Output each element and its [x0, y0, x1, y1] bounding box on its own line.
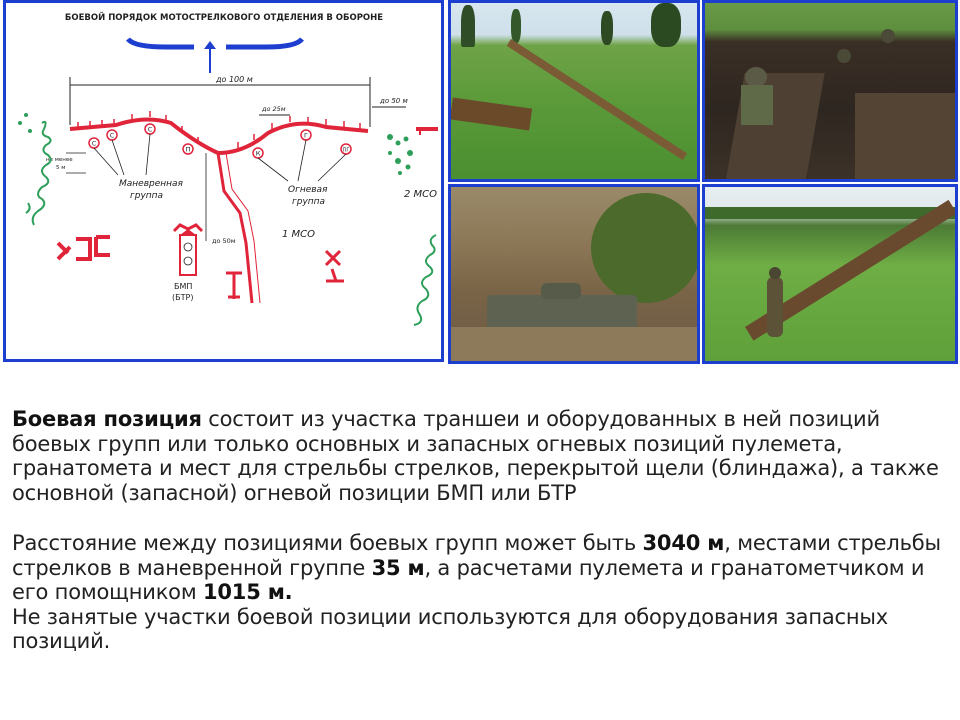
vegetation-right [414, 235, 436, 325]
mso1-label: 1 МСО [282, 229, 316, 240]
bmp-symbol [174, 225, 202, 275]
svg-text:ПГ: ПГ [342, 147, 350, 154]
body-text [12, 407, 948, 654]
bmp-label: БМП [174, 282, 193, 291]
bmp-in-position-photo [448, 184, 700, 364]
distance-25-label: до 25м [262, 105, 286, 113]
value-1015: 1015 м. [202, 580, 293, 604]
soldier-in-trench-field-photo [702, 184, 958, 364]
term-battle-position: Боевая позиция [12, 407, 202, 431]
distance-50-mid-label: до 50м [212, 237, 236, 245]
fire-group-label-2: группа [292, 197, 326, 207]
svg-text:П: П [185, 145, 191, 154]
diagram-svg [6, 3, 441, 359]
five-m-label: 5 м [56, 165, 66, 171]
vegetation-left [26, 122, 51, 225]
value-35: 35 м [371, 555, 425, 580]
diagram-title: БОЕВОЙ ПОРЯДОК МОТОСТРЕЛКОВОГО ОТДЕЛЕНИЯ В ОБОРОНЕ [64, 13, 384, 23]
paragraph-1: Боевая позиция состоит из участка траншеи и оборудованных в ней позиций боевых групп или только основных и запасных огневых позиций пулемета, гранатомета и мест для стрельбы стрелков, перекрытой щели (блиндажа), а также основной (запасной) огневой позиции БМП или БТР [12, 407, 939, 505]
enemy-front-line [128, 39, 302, 47]
value-3040: 3040 м [642, 531, 725, 555]
svg-text:Г: Г [304, 131, 308, 140]
svg-text:К: К [255, 149, 261, 158]
maneuver-group-label-2: группа [130, 191, 164, 201]
trench-hatching [78, 111, 360, 148]
mso2-label: 2 МСО [404, 189, 438, 200]
defense-order-diagram [3, 0, 444, 362]
fire-group-label: Огневая [288, 185, 328, 195]
obstacle-symbol [58, 237, 110, 259]
trench-field-photo [448, 0, 700, 182]
paragraph-3: Не занятые участки боевой позиции используются для оборудования запасных позиций. [12, 604, 889, 653]
not-less-label: не менее [46, 157, 73, 163]
distance-50-top-label: до 50 м [380, 97, 408, 105]
fire-position-markers [226, 251, 344, 299]
soldiers-in-trench-photo [702, 0, 958, 182]
svg-text:С: С [91, 139, 97, 148]
svg-text:С: С [147, 125, 153, 134]
svg-text:С: С [109, 131, 115, 140]
btr-label: (БТР) [172, 293, 194, 302]
maneuver-group-label: Маневренная [119, 179, 183, 189]
distance-100-label: до 100 м [216, 75, 253, 84]
paragraph-2: Расстояние между позициями боевых групп может быть 3040 м, местами стрельбы стрелков в маневренной группе 35 м, а расчетами пулемета и гранатометчиком и его помощником 1015 м. [12, 531, 941, 604]
